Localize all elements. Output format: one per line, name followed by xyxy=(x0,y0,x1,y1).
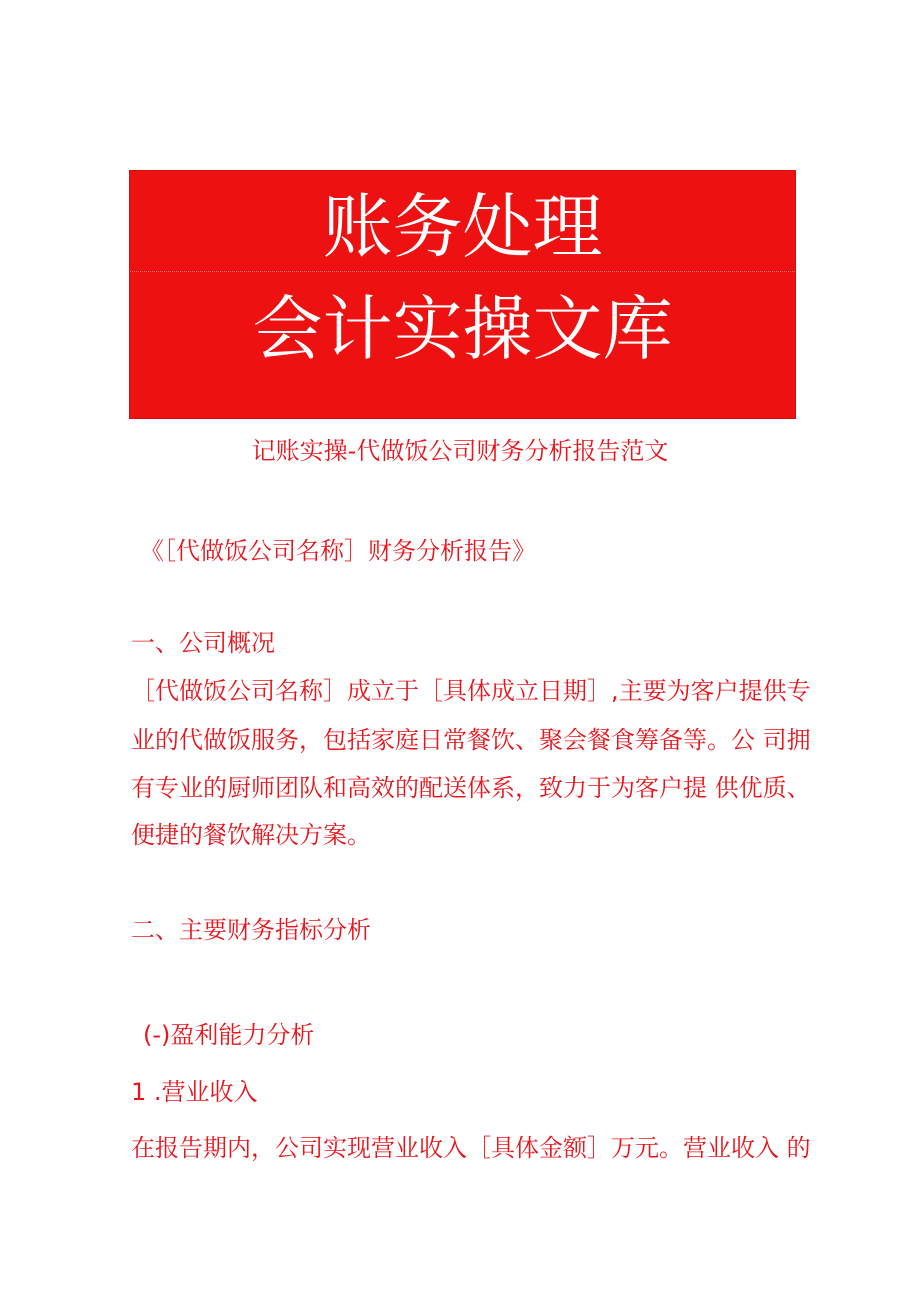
header-banner xyxy=(129,170,796,419)
banner-title-line1: 账务处理 xyxy=(322,186,603,268)
section2-item-1: 1 .营业收入 xyxy=(131,1078,258,1106)
section1-line-2: 业的代做饭服务，包括家庭日常餐饮、聚会餐食筹备等。公 司拥 xyxy=(131,726,811,754)
section1-heading: 一、公司概况 xyxy=(131,629,275,657)
section1-line-1: ［代做饭公司名称］成立于［具体成立日期］,主要为客户提供专 xyxy=(131,677,811,705)
section2-heading: 二、主要财务指标分析 xyxy=(131,916,371,944)
banner-title-line2: 会计实操文库 xyxy=(252,288,673,370)
section1-line-4: 便捷的餐饮解决方案。 xyxy=(131,821,371,849)
banner-divider xyxy=(130,271,795,272)
section2-subheading: (-)盈利能力分析 xyxy=(143,1021,315,1049)
report-title: 《［代做饭公司名称］财务分析报告》 xyxy=(140,537,536,565)
section2-paragraph-line-1: 在报告期内，公司实现营业收入［具体金额］万元。营业收入 的 xyxy=(131,1134,811,1162)
document-subtitle: 记账实操-代做饭公司财务分析报告范文 xyxy=(251,437,669,465)
section1-line-3: 有专业的厨师团队和高效的配送体系，致力于为客户提 供优质、 xyxy=(131,774,811,802)
